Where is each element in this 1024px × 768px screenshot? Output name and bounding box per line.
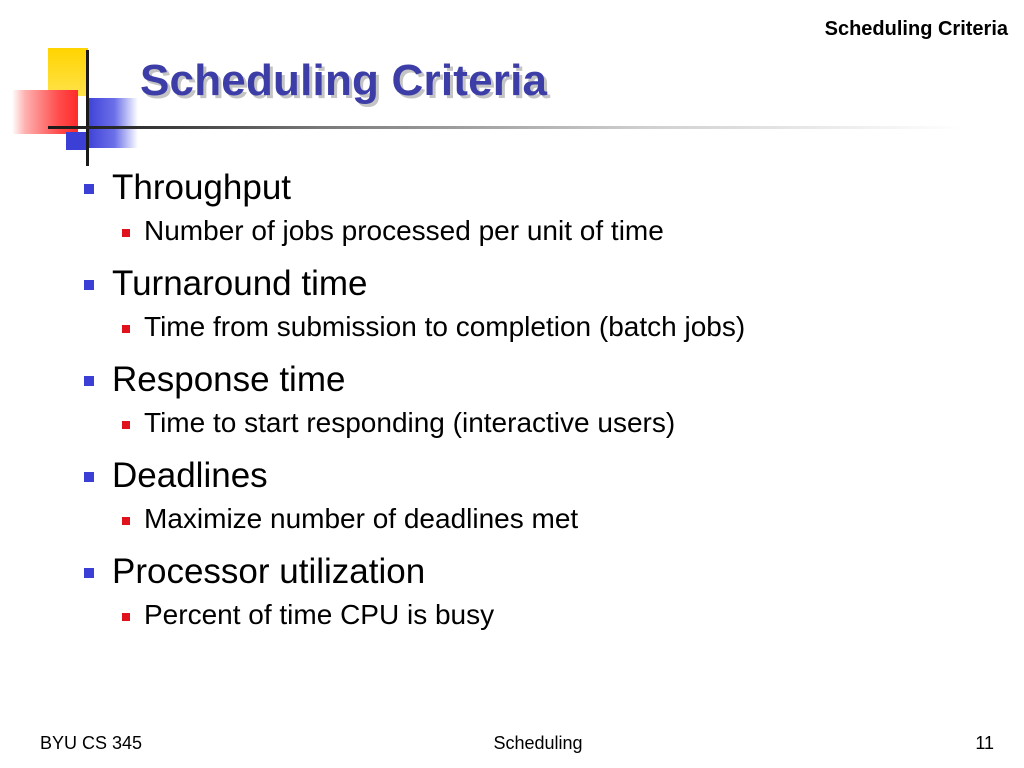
- footer-course-label: BYU CS 345: [40, 733, 143, 753]
- red-square-bullet-icon: [122, 229, 130, 237]
- bullet-level2: [122, 596, 984, 634]
- red-square-bullet-icon: [122, 421, 130, 429]
- bullet-text: Processor utilization: [112, 552, 426, 591]
- red-square-bullet-icon: [122, 325, 130, 333]
- blue-square-bullet-icon: [84, 376, 94, 386]
- bullet-level1: [84, 548, 984, 596]
- bullet-item-throughput: [84, 164, 984, 250]
- bullet-level1: [84, 260, 984, 308]
- bullet-level2: [122, 212, 984, 250]
- blue-square-bullet-icon: [84, 184, 94, 194]
- bullet-level2: [122, 404, 984, 442]
- bullet-level2: [122, 500, 984, 538]
- red-square-bullet-icon: [122, 613, 130, 621]
- running-header: Scheduling Criteria: [824, 18, 1008, 40]
- blue-small-square-shape: [66, 132, 88, 150]
- red-square-bullet-icon: [122, 517, 130, 525]
- bullet-item-processor-utilization: [84, 548, 984, 634]
- blue-square-bullet-icon: [84, 568, 94, 578]
- footer-page-number: 11: [975, 733, 994, 753]
- bullet-text: Deadlines: [112, 456, 268, 495]
- title-underline-rule: [48, 126, 964, 129]
- sub-bullet-text: Number of jobs processed per unit of time: [144, 215, 664, 246]
- bullet-text: Turnaround time: [112, 264, 368, 303]
- bullet-text: Throughput: [112, 168, 292, 207]
- bullet-level1: [84, 356, 984, 404]
- slide-title: Scheduling Criteria: [140, 56, 548, 105]
- yellow-square-shape: [48, 48, 88, 96]
- bullet-item-turnaround-time: [84, 260, 984, 346]
- bullet-text: Response time: [112, 360, 346, 399]
- vertical-rule-line: [86, 50, 89, 166]
- blue-square-shape: [86, 98, 138, 148]
- decorative-logo-icon: [0, 0, 140, 170]
- blue-square-bullet-icon: [84, 472, 94, 482]
- bullet-item-deadlines: [84, 452, 984, 538]
- bullet-level1: [84, 164, 984, 212]
- sub-bullet-text: Percent of time CPU is busy: [144, 599, 495, 630]
- sub-bullet-text: Time to start responding (interactive users): [144, 407, 676, 438]
- bullet-level1: [84, 452, 984, 500]
- bullet-item-response-time: [84, 356, 984, 442]
- bullet-level2: [122, 308, 984, 346]
- sub-bullet-text: Maximize number of deadlines met: [144, 503, 579, 534]
- blue-square-bullet-icon: [84, 280, 94, 290]
- sub-bullet-text: Time from submission to completion (batch jobs): [144, 311, 746, 342]
- bullet-list: [84, 164, 984, 644]
- footer-topic-label: Scheduling: [493, 733, 583, 753]
